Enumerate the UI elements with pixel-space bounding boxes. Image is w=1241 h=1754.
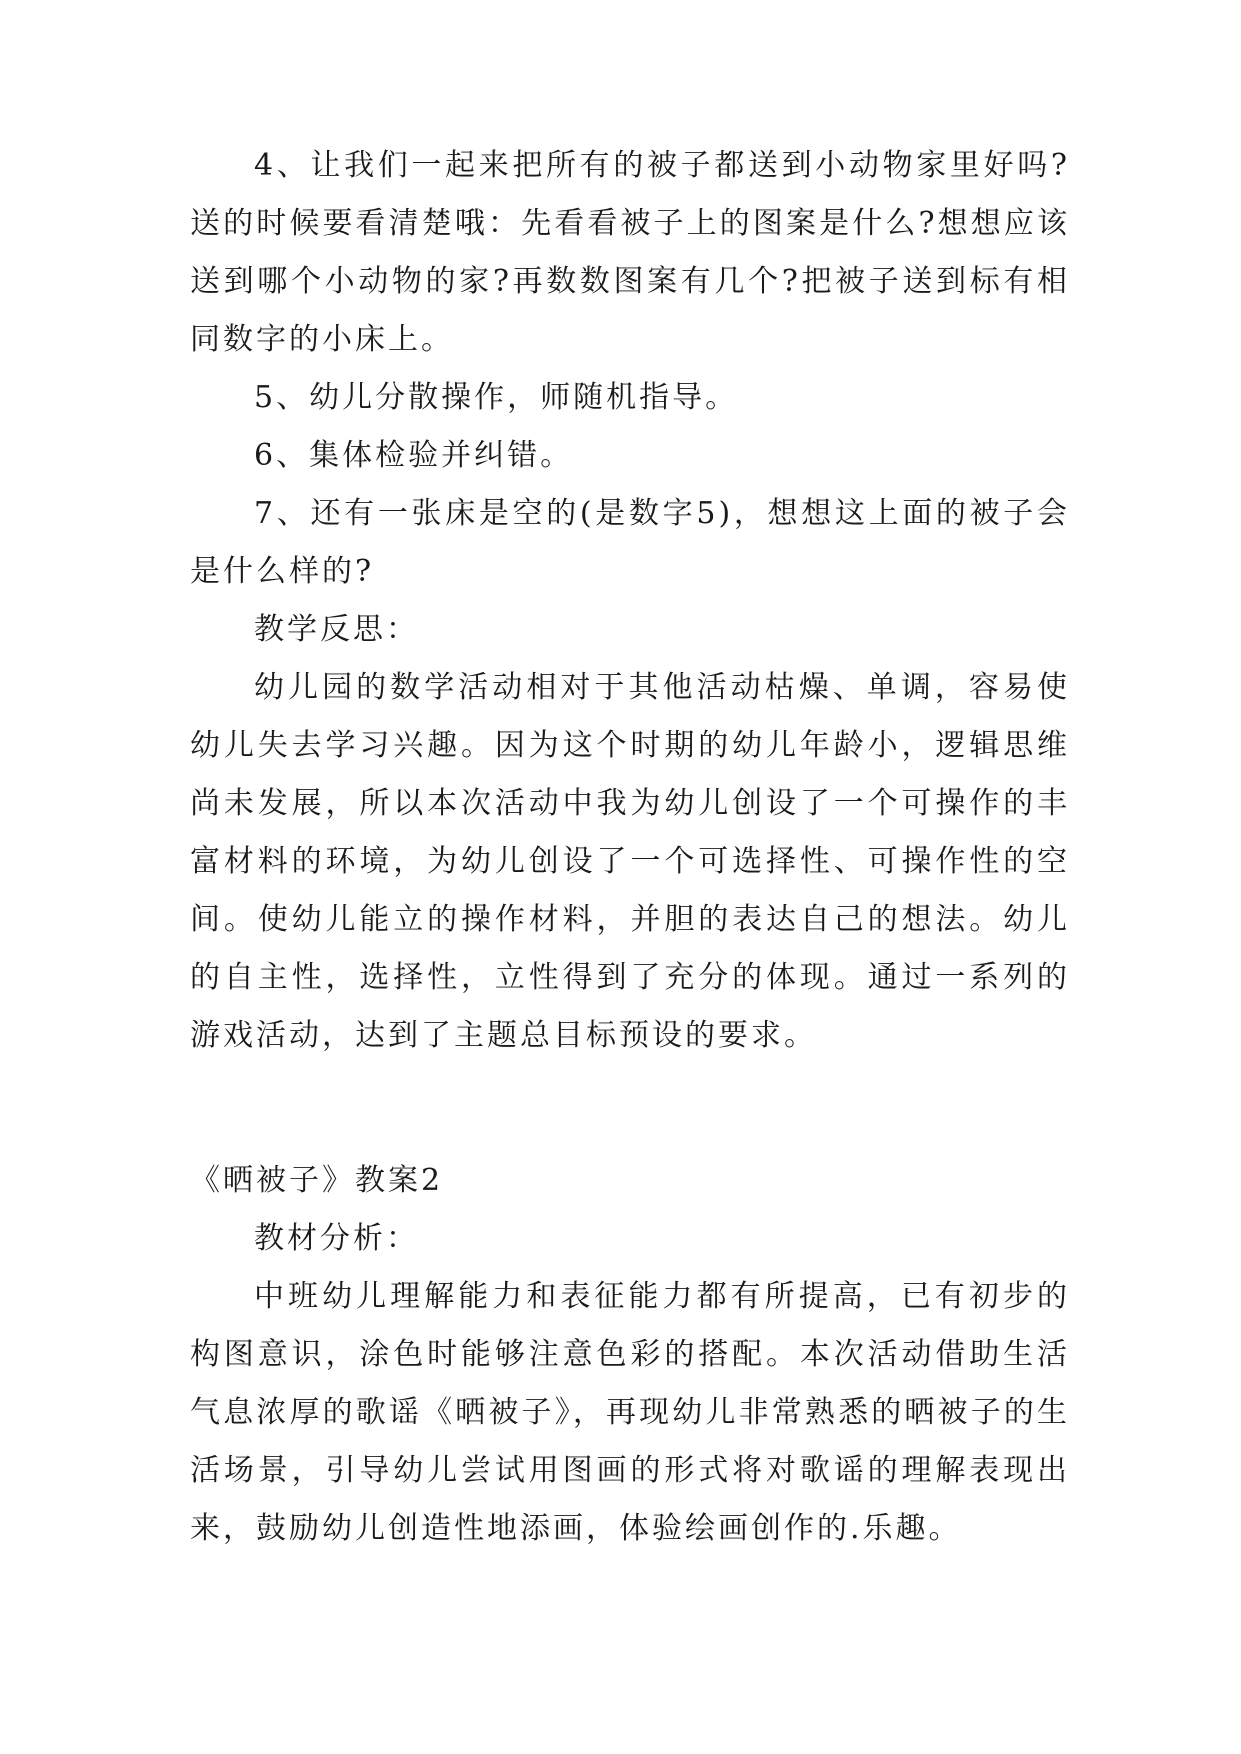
paragraph-step-7: 7、还有一张床是空的(是数字5)，想想这上面的被子会是什么样的? <box>190 496 1070 589</box>
reflection-paragraph: 幼儿园的数学活动相对于其他活动枯燥、单调，容易使幼儿失去学习兴趣。因为这个时期的幼儿年龄小，逻辑思维尚未发展，所以本次活动中我为幼儿创设了一个可操作的丰富材料的环境，为幼儿创设了一个可选择性、可操作性的空间。使幼儿能立的操作材料，并胆的表达自己的想法。幼儿的自主性，选择性，立性得到了充分的体现。通过一系列的游戏活动，达到了主题总目标预设的要求。 <box>190 670 1070 1053</box>
analysis-paragraph: 中班幼儿理解能力和表征能力都有所提高，已有初步的构图意识，涂色时能够注意色彩的搭配。本次活动借助生活气息浓厚的歌谣《晒被子》，再现幼儿非常熟悉的晒被子的生活场景，引导幼儿尝试用图画的形式将对歌谣的理解表现出来，鼓励幼儿创造性地添画，体验绘画创作的.乐趣。 <box>190 1279 1070 1546</box>
analysis-label: 教材分析： <box>254 1221 419 1256</box>
paragraph-step-5: 5、幼儿分散操作，师随机指导。 <box>254 380 739 415</box>
reflection-label: 教学反思： <box>254 612 419 647</box>
paragraph-step-4: 4、让我们一起来把所有的被子都送到小动物家里好吗?送的时候要看清楚哦：先看看被子上的图案是什么?想想应该送到哪个小动物的家?再数数图案有几个?把被子送到标有相同数字的小床上。 <box>190 148 1070 357</box>
section-title: 《晒被子》教案2 <box>190 1163 444 1198</box>
paragraph-step-6: 6、集体检验并纠错。 <box>254 438 574 473</box>
